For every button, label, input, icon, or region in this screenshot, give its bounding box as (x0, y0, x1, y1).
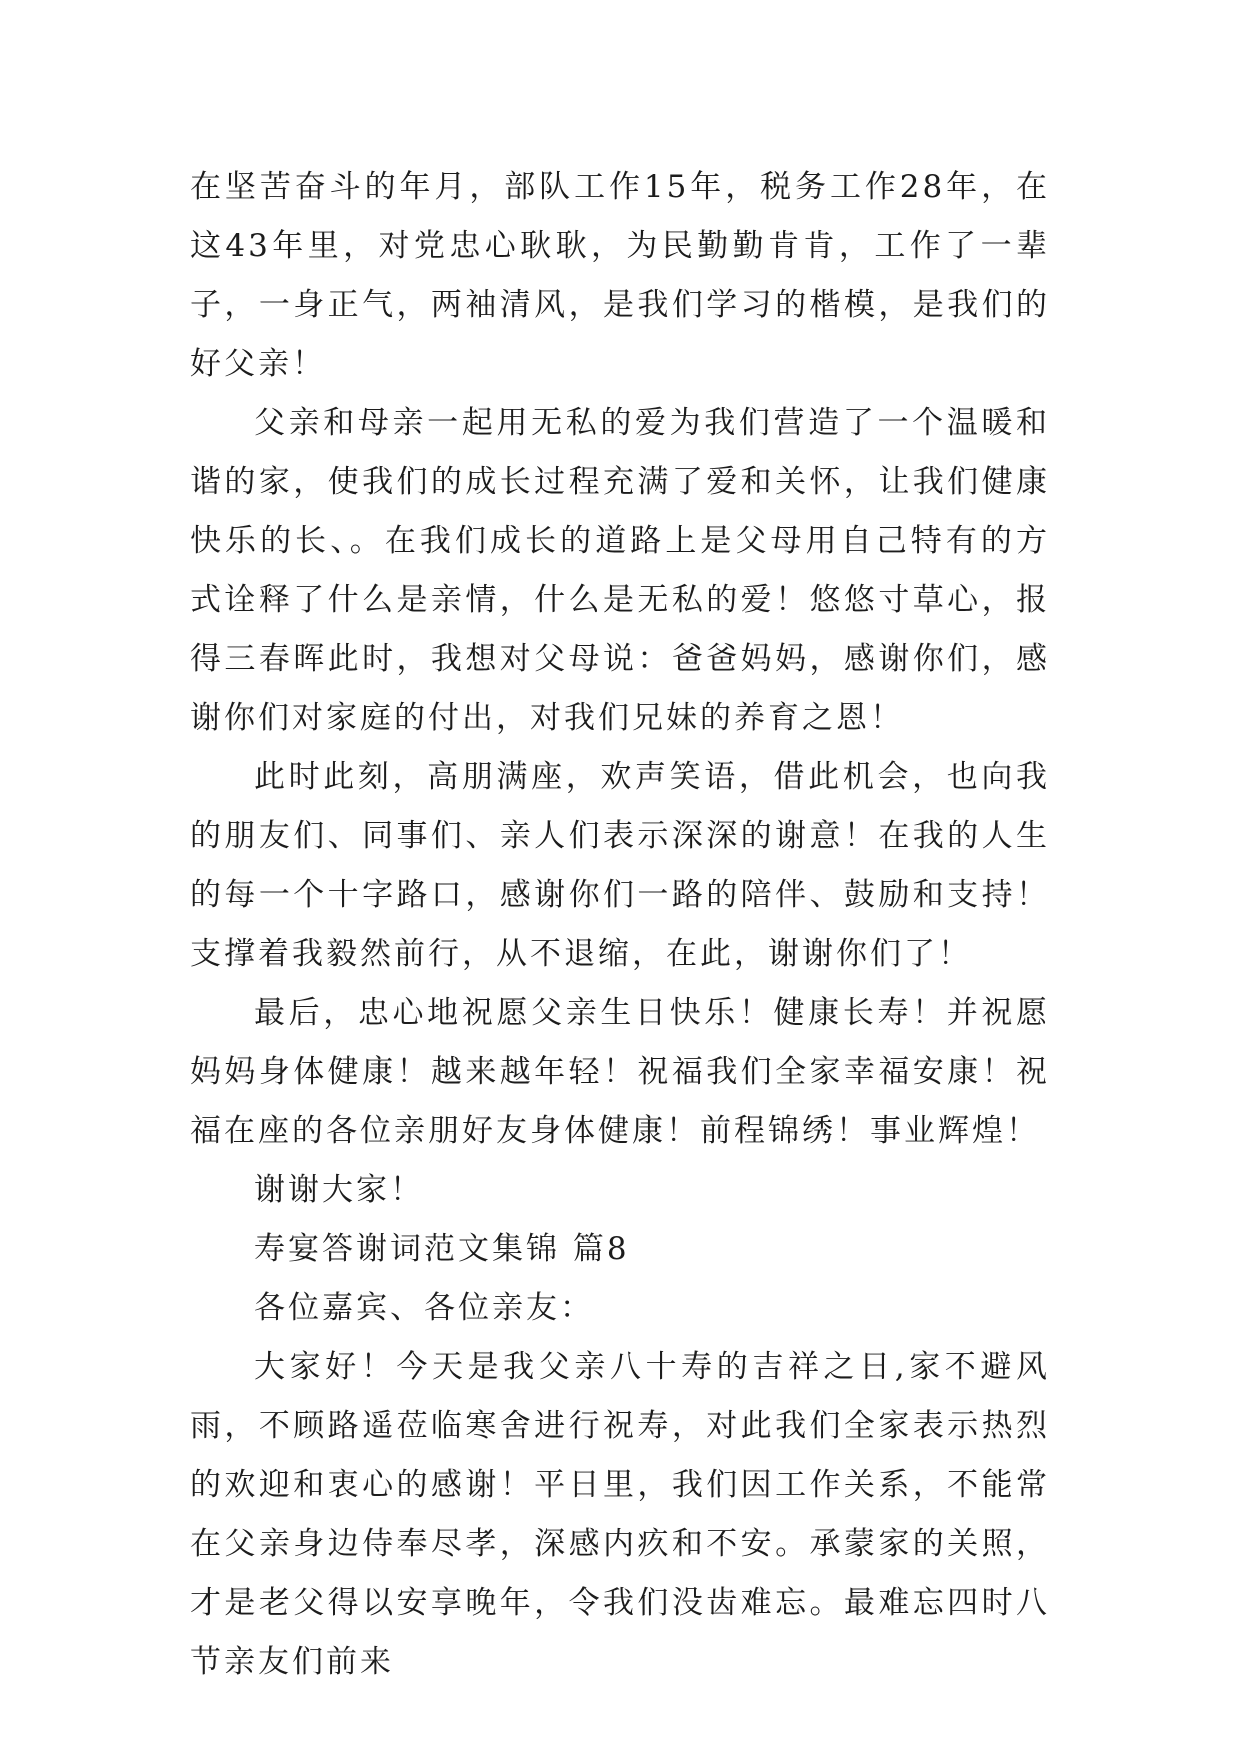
paragraph-continuation: 在坚苦奋斗的年月，部队工作15年，税务工作28年，在这43年里，对党忠心耿耿，为民勤勤肯肯，工作了一辈子，一身正气，两袖清风，是我们学习的楷模，是我们的好父亲！ (190, 169, 1050, 382)
paragraph-thank-you-all: 谢谢大家！ (254, 1172, 424, 1208)
paragraph-parents-love: 父亲和母亲一起用无私的爱为我们营造了一个温暖和谐的家，使我们的成长过程充满了爱和关怀，让我们健康快乐的长、。在我们成长的道路上是父母用自己特有的方式诠释了什么是亲情，什么是无私的爱！悠悠寸草心，报得三春晖此时，我想对父母说：爸爸妈妈，感谢你们，感谢你们对家庭的付出，对我们兄妹的养育之恩！ (190, 405, 1050, 736)
salutation: 各位嘉宾、各位亲友： (254, 1290, 594, 1326)
paragraph-thanks-friends: 此时此刻，高朋满座，欢声笑语，借此机会，也向我的朋友们、同事们、亲人们表示深深的谢意！在我的人生的每一个十字路口，感谢你们一路的陪伴、鼓励和支持！支撑着我毅然前行，从不退缩，在此，谢谢你们了！ (190, 759, 1050, 972)
paragraph-greeting: 大家好！今天是我父亲八十寿的吉祥之日,家不避风雨，不顾路遥莅临寒舍进行祝寿，对此我们全家表示热烈的欢迎和衷心的感谢！平日里，我们因工作关系，不能常在父亲身边侍奉尽孝，深感内疚和不安。承蒙家的关照，才是老父得以安享晚年，令我们没齿难忘。最难忘四时八节亲友们前来 (190, 1349, 1050, 1680)
paragraph-blessings: 最后，忠心地祝愿父亲生日快乐！健康长寿！并祝愿妈妈身体健康！越来越年轻！祝福我们全家幸福安康！祝福在座的各位亲朋好友身体健康！前程锦绣！事业辉煌！ (190, 995, 1050, 1149)
document-body (190, 158, 1050, 1692)
section-heading: 寿宴答谢词范文集锦 篇8 (254, 1231, 630, 1267)
